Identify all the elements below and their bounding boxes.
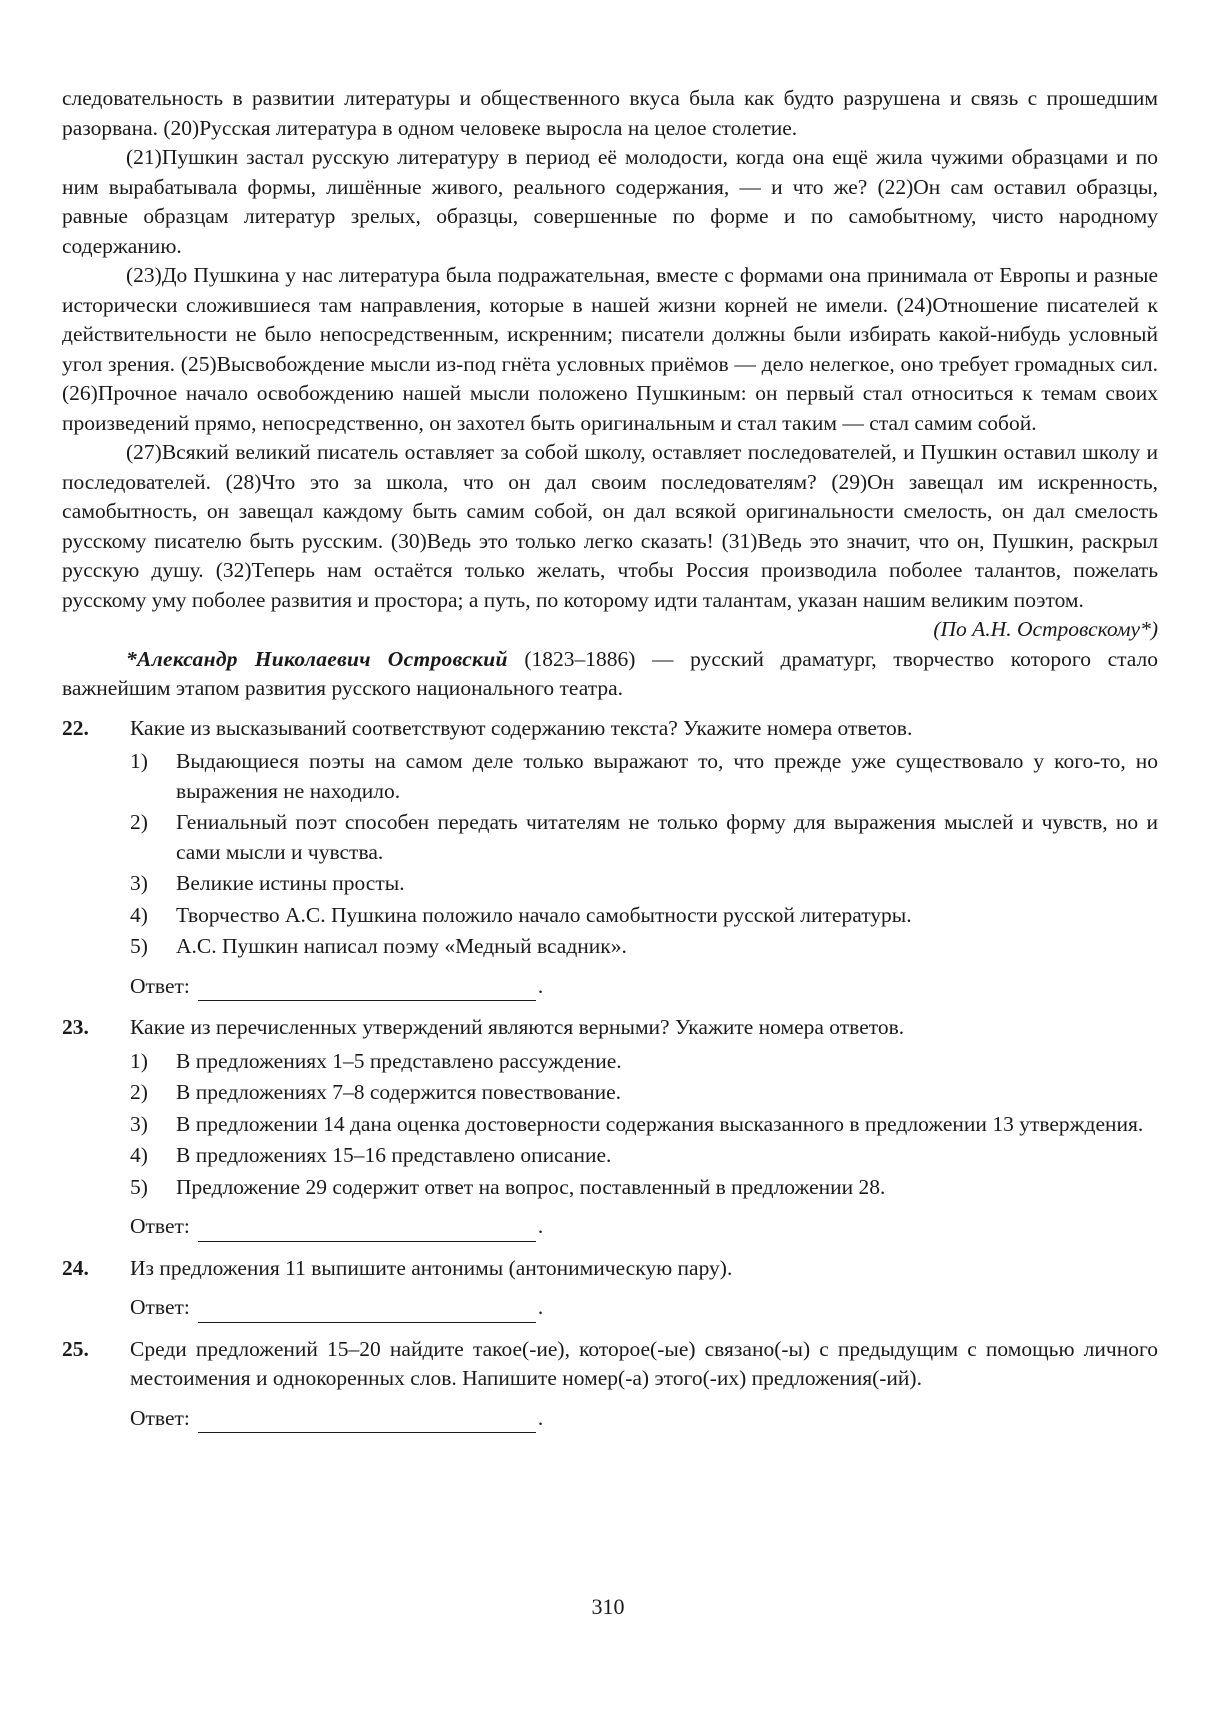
option-item	[130, 1078, 1158, 1108]
answer-row	[130, 1404, 1158, 1434]
answer-dot: .	[537, 1295, 544, 1319]
text-paragraph-1: следовательность в развитии литературы и общественного вкуса была как будто разрушена и связь с прошедшим разорвана. (20)Русская литература в одном человеке выросла на целое столетие.	[62, 86, 1158, 140]
task-question: Из предложения 11 выпишите антонимы (антонимическую пару).	[130, 1255, 733, 1280]
task-number: 25.	[62, 1336, 89, 1361]
answer-label: Ответ:	[130, 973, 190, 998]
option-item	[130, 1141, 1158, 1171]
tasks	[62, 714, 1158, 1434]
option-text: Творчество А.С. Пушкина положило начало самобытности русской литературы.	[176, 902, 912, 927]
option-number: 1)	[130, 1048, 148, 1073]
option-item	[130, 932, 1158, 962]
option-number: 3)	[130, 871, 148, 895]
answer-row	[130, 1212, 1158, 1242]
option-text: В предложениях 7–8 содержится повествование.	[176, 1080, 622, 1104]
answer-field[interactable]	[198, 1300, 536, 1323]
option-number: 1)	[130, 749, 148, 773]
option-text: Предложение 29 содержит ответ на вопрос, поставленный в предложении 28.	[176, 1174, 886, 1199]
option-number: 3)	[130, 1111, 148, 1136]
task-number: 22.	[62, 715, 89, 740]
author-footnote	[62, 645, 1158, 704]
footnote-author-name: *Александр Николаевич Островский	[126, 646, 508, 671]
task-number: 23.	[62, 1015, 89, 1039]
option-text: Великие истины просты.	[176, 871, 405, 895]
task-25	[62, 1335, 1158, 1434]
task-question: Какие из высказываний соответствуют содержанию текста? Укажите номера ответов.	[130, 715, 913, 740]
page-number: 310	[591, 1594, 625, 1619]
answer-field[interactable]	[198, 1410, 536, 1433]
option-item	[130, 808, 1158, 867]
option-number: 4)	[130, 1143, 148, 1167]
option-text: В предложениях 15–16 представлено описание.	[176, 1143, 612, 1167]
option-item	[130, 747, 1158, 806]
answer-row	[130, 972, 1158, 1002]
option-text: А.С. Пушкин написал поэму «Медный всадник».	[176, 934, 627, 958]
task-question: Среди предложений 15–20 найдите такое(-ие), которое(-ые) связано(-ы) с предыдущим с помощью личного местоимения и однокоренных слов. Напишите номер(-а) этого(-их) предложения(-ий).	[130, 1336, 1158, 1390]
option-list	[130, 1047, 1158, 1203]
option-number: 2)	[130, 810, 148, 834]
answer-dot: .	[537, 1214, 544, 1238]
option-item	[130, 1047, 1158, 1077]
answer-field[interactable]	[198, 978, 536, 1001]
answer-field[interactable]	[198, 1219, 536, 1242]
option-text: Выдающиеся поэты на самом деле только выражают то, что прежде уже существовало у кого-то, но выражения не находило.	[176, 749, 1158, 803]
option-list	[130, 747, 1158, 962]
footnote-text: (1823–1886) — русский драматург, творчество которого стало важнейшим этапом развития русского национального театра.	[62, 646, 1158, 700]
option-text: Гениальный поэт способен передать читателям не только форму для выражения мыслей и чувств, но и сами мысли и чувства.	[176, 810, 1158, 864]
option-number: 4)	[130, 902, 148, 927]
option-number: 5)	[130, 1174, 148, 1199]
text-paragraph-3: (23)До Пушкина у нас литература была подражательная, вместе с формами она принимала от Европы и разные исторически сложившиеся там направления, которые в нашей жизни корней не имели. (24)Отношение писателей к действительности не было непосредственным, искренним; писатели должны были избирать какой-нибудь условный угол зрения. (25)Высвобождение мысли из-под гнёта условных приёмов — дело нелегкое, оно требует громадных сил. (26)Прочное начало освобождению нашей мысли положено Пушкиным: он первый стал относиться к темам своих произведений прямо, непосредственно, он захотел быть оригинальным и стал таким — стал самим собой.	[62, 263, 1158, 435]
option-number: 2)	[130, 1080, 148, 1104]
task-23	[62, 1013, 1158, 1242]
option-number: 5)	[130, 934, 148, 958]
task-number: 24.	[62, 1255, 89, 1280]
answer-label: Ответ:	[130, 1405, 190, 1430]
answer-dot: .	[537, 973, 544, 998]
text-paragraph-2: (21)Пушкин застал русскую литературу в период её молодости, когда она ещё жила чужими образцами и по ним вырабатывала формы, лишённые живого, реального содержания, — и что же? (22)Он сам оставил образцы, равные образцам литератур зрелых, образцы, совершенные по форме и по самобытному, чисто народному содержанию.	[62, 145, 1158, 258]
option-item	[130, 1110, 1158, 1140]
answer-label: Ответ:	[130, 1295, 190, 1319]
task-24	[62, 1254, 1158, 1323]
answer-dot: .	[537, 1405, 544, 1430]
option-text: В предложениях 1–5 представлено рассуждение.	[176, 1048, 622, 1073]
option-text: В предложении 14 дана оценка достоверности содержания высказанного в предложении 13 утверждения.	[176, 1111, 1144, 1136]
task-22	[62, 714, 1158, 1002]
answer-label: Ответ:	[130, 1214, 190, 1238]
answer-row	[130, 1293, 1158, 1323]
option-item	[130, 1173, 1158, 1203]
text-paragraph-4: (27)Всякий великий писатель оставляет за собой школу, оставляет последователей, и Пушкин оставил школу и последователей. (28)Что это за школа, что он дал своим последователям? (29)Он завещал им искренность, самобытность, он завещал каждому быть самим собой, он дал всякой оригинальности смелость, он дал смелость русскому писателю быть русским. (30)Ведь это только легко сказать! (31)Ведь это значит, что он, Пушкин, раскрыл русскую душу. (32)Теперь нам остаётся только желать, чтобы Россия производила поболее талантов, пожелать русскому уму поболее развития и простора; а путь, по которому идти талантам, указан нашим великим поэтом.	[62, 440, 1158, 612]
option-item	[130, 869, 1158, 899]
task-question: Какие из перечисленных утверждений являются верными? Укажите номера ответов.	[130, 1015, 905, 1039]
text-source: (По А.Н. Островскому*)	[933, 617, 1158, 641]
option-item	[130, 901, 1158, 931]
